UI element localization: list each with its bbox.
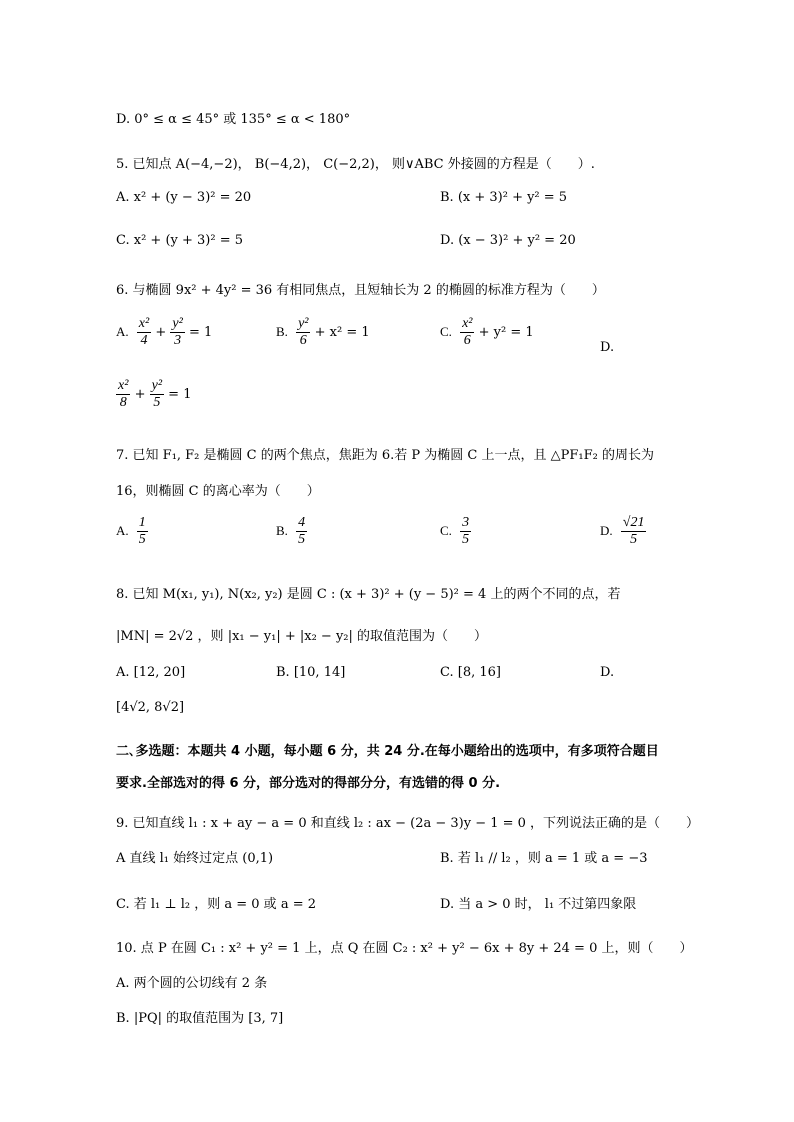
- q5-option-a: A. x² + (y − 3)² = 20: [116, 190, 252, 205]
- q7-stem-line1: 7. 已知 F₁, F₂ 是椭圆 C 的两个焦点，焦距为 6.若 P 为椭圆 C 上一点，且 △PF₁F₂ 的周长为: [116, 448, 654, 463]
- q8-stem-line1: 8. 已知 M(x₁, y₁), N(x₂, y₂) 是圆 C : (x + 3)² + (y − 5)² = 4 上的两个不同的点，若: [116, 587, 621, 602]
- q10-option-a: A. 两个圆的公切线有 2 条: [116, 976, 268, 991]
- q6-option-b: B. $\frac{\text{y²}}{6}$ + x² = 1: [276, 316, 370, 349]
- q8-option-c: C. [8, 16]: [440, 665, 501, 680]
- q10-option-b: B. |PQ| 的取值范围为 [3, 7]: [116, 1011, 284, 1026]
- q9-option-b: B. 若 l₁ // l₂ ，则 a = 1 或 a = −3: [440, 851, 648, 866]
- q9-option-a: A 直线 l₁ 始终过定点 (0,1): [116, 851, 274, 866]
- q7-option-a: A. $\frac{1}{5}$: [116, 515, 146, 548]
- q9-option-d: D. 当 a > 0 时， l₁ 不过第四象限: [440, 897, 637, 912]
- q5-stem: 5. 已知点 A(−4,−2)， B(−4,2)， C(−2,2)， 则∨ABC 外接圆的方程是（ ）.: [116, 157, 595, 172]
- q6-option-d-label: D.: [600, 340, 615, 355]
- q10-stem: 10. 点 P 在圆 C₁ : x² + y² = 1 上，点 Q 在圆 C₂ : x² + y² − 6x + 8y + 24 = 0 上，则（ ）: [116, 941, 693, 956]
- section2-title-line2: 要求.全部选对的得 6 分，部分选对的得部分分，有选错的得 0 分.: [116, 776, 501, 791]
- q7-option-d: D. $\frac{√21}{5}$: [600, 515, 645, 548]
- q8-option-a: A. [12, 20]: [116, 665, 186, 680]
- q9-stem: 9. 已知直线 l₁ : x + ay − a = 0 和直线 l₂ : ax − (2a − 3)y − 1 = 0 ，下列说法正确的是（ ）: [116, 816, 700, 831]
- q7-stem-line2: 16，则椭圆 C 的离心率为（ ）: [116, 484, 320, 499]
- q6-option-c: C. $\frac{\text{x²}}{6}$ + y² = 1: [440, 316, 534, 349]
- q8-option-d-label: D.: [600, 665, 615, 680]
- q4-option-d: D. 0° ≤ α ≤ 45° 或 135° ≤ α < 180°: [116, 112, 351, 127]
- q5-option-c: C. x² + (y + 3)² = 5: [116, 233, 244, 248]
- q8-option-b: B. [10, 14]: [276, 665, 346, 680]
- q7-option-b: B. $\frac{4}{5}$: [276, 515, 306, 548]
- section2-title-line1: 二､多选题：本题共 4 小题，每小题 6 分，共 24 分.在每小题给出的选项中，有多项符合题目: [116, 744, 659, 759]
- q8-option-d: [4√2, 8√2]: [116, 700, 185, 715]
- q7-option-c: C. $\frac{3}{5}$: [440, 515, 470, 548]
- q5-option-b: B. (x + 3)² + y² = 5: [440, 190, 568, 205]
- q6-stem: 6. 与椭圆 9x² + 4y² = 36 有相同焦点，且短轴长为 2 的椭圆的标准方程为（ ）: [116, 283, 605, 298]
- q9-option-c: C. 若 l₁ ⊥ l₂ ，则 a = 0 或 a = 2: [116, 897, 316, 912]
- q6-option-a: A. $\frac{\text{x²}}{4}$ + $\frac{\text{y²}}{3}$ = 1: [116, 316, 213, 349]
- q8-stem-line2: |MN| = 2√2 ，则 |x₁ − y₁| + |x₂ − y₂| 的取值范围为（ ）: [116, 629, 488, 644]
- q5-option-d: D. (x − 3)² + y² = 20: [440, 233, 576, 248]
- q6-option-d: $\frac{\text{x²}}{8}$ + $\frac{\text{y²}}{5}$ = 1: [118, 378, 192, 411]
